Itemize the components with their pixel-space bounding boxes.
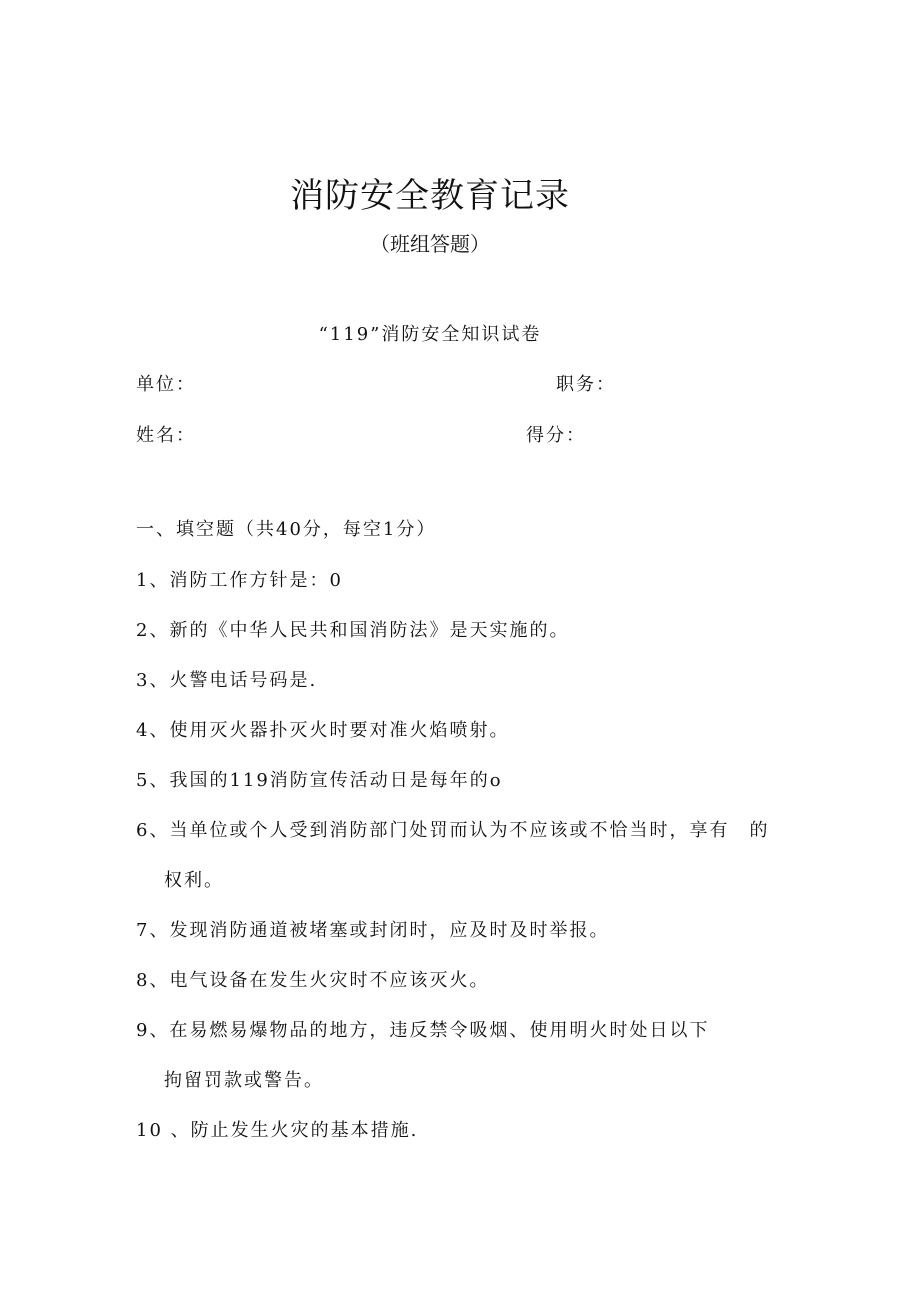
name-field-label: 姓名： bbox=[136, 425, 196, 446]
question-9: 9、在易燃易爆物品的地方，违反禁令吸烟、使用明火时处日以下 bbox=[136, 1020, 710, 1041]
question-10: 10 、防止发生火灾的基本措施. bbox=[136, 1120, 419, 1141]
document-subtitle: （班组答题） bbox=[370, 232, 490, 256]
question-3: 3、火警电话号码是. bbox=[136, 670, 318, 691]
position-field-label: 职务： bbox=[556, 374, 616, 395]
question-9-continuation: 拘留罚款或警告。 bbox=[164, 1070, 324, 1091]
section-heading: 一、填空题（共40分，每空1分） bbox=[136, 519, 437, 540]
question-2: 2、新的《中华人民共和国消防法》是天实施的。 bbox=[136, 620, 570, 641]
exam-paper-title: “119”消防安全知识试卷 bbox=[318, 324, 542, 345]
question-8: 8、电气设备在发生火灾时不应该灭火。 bbox=[136, 970, 490, 991]
question-6-continuation: 权利。 bbox=[164, 870, 224, 891]
question-5: 5、我国的119消防宣传活动日是每年的o bbox=[136, 770, 503, 791]
question-7: 7、发现消防通道被堵塞或封闭时，应及时及时举报。 bbox=[136, 920, 610, 941]
question-1: 1、消防工作方针是：0 bbox=[136, 570, 343, 591]
question-4: 4、使用灭火器扑灭火时要对准火焰喷射。 bbox=[136, 720, 510, 741]
score-field-label: 得分： bbox=[526, 425, 586, 446]
question-6: 6、当单位或个人受到消防部门处罚而认为不应该或不恰当时，享有 的 bbox=[136, 820, 770, 841]
document-title: 消防安全教育记录 bbox=[290, 176, 570, 216]
unit-field-label: 单位： bbox=[136, 374, 196, 395]
